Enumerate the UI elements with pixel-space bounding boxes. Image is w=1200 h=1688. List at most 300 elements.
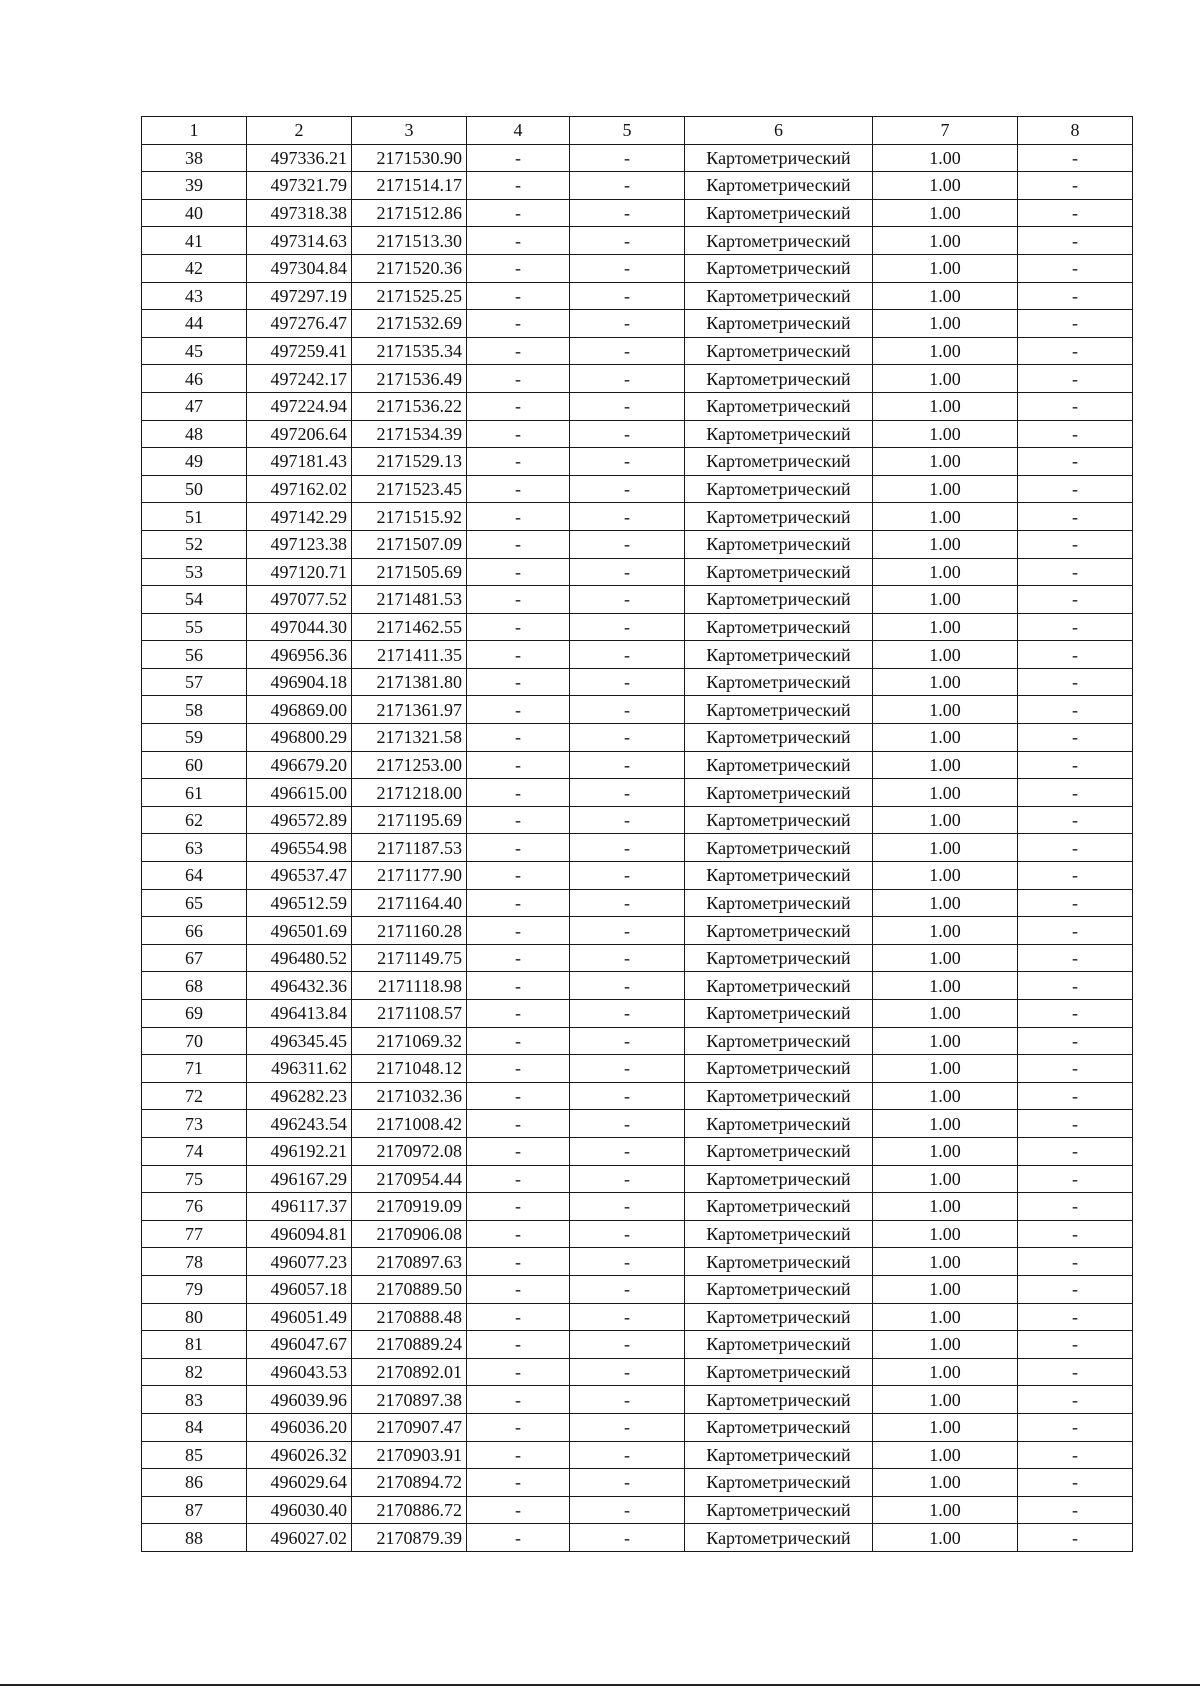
- point-number-cell: 82: [142, 1358, 247, 1386]
- accuracy-cell: 1.00: [873, 282, 1018, 310]
- col8-cell: -: [1018, 448, 1133, 476]
- table-row: [142, 779, 1133, 807]
- table-row: [142, 1165, 1133, 1193]
- method-cell: Картометрический: [685, 503, 873, 531]
- accuracy-cell: 1.00: [873, 448, 1018, 476]
- col4-cell: -: [467, 530, 570, 558]
- col4-cell: -: [467, 944, 570, 972]
- col4-cell: -: [467, 282, 570, 310]
- method-cell: Картометрический: [685, 779, 873, 807]
- table-row: [142, 282, 1133, 310]
- accuracy-cell: 1.00: [873, 1165, 1018, 1193]
- col4-cell: -: [467, 668, 570, 696]
- x-coordinate-cell: 496869.00: [247, 696, 352, 724]
- point-number-cell: 73: [142, 1110, 247, 1138]
- col4-cell: -: [467, 1055, 570, 1083]
- method-cell: Картометрический: [685, 1358, 873, 1386]
- x-coordinate-cell: 497206.64: [247, 420, 352, 448]
- y-coordinate-cell: 2171536.49: [352, 365, 467, 393]
- col8-cell: -: [1018, 310, 1133, 338]
- x-coordinate-cell: 496956.36: [247, 641, 352, 669]
- x-coordinate-cell: 496043.53: [247, 1358, 352, 1386]
- col5-cell: -: [570, 1110, 685, 1138]
- accuracy-cell: 1.00: [873, 503, 1018, 531]
- point-number-cell: 38: [142, 144, 247, 172]
- method-cell: Картометрический: [685, 337, 873, 365]
- table-row: [142, 1055, 1133, 1083]
- col5-cell: -: [570, 420, 685, 448]
- method-cell: Картометрический: [685, 310, 873, 338]
- col5-cell: -: [570, 972, 685, 1000]
- col5-cell: -: [570, 613, 685, 641]
- point-number-cell: 51: [142, 503, 247, 531]
- method-cell: Картометрический: [685, 199, 873, 227]
- col5-cell: -: [570, 751, 685, 779]
- col8-cell: -: [1018, 944, 1133, 972]
- table-row: [142, 1496, 1133, 1524]
- col5-cell: -: [570, 1386, 685, 1414]
- x-coordinate-cell: 496413.84: [247, 1000, 352, 1028]
- col4-cell: -: [467, 227, 570, 255]
- y-coordinate-cell: 2171118.98: [352, 972, 467, 1000]
- accuracy-cell: 1.00: [873, 310, 1018, 338]
- col4-cell: -: [467, 724, 570, 752]
- x-coordinate-cell: 496057.18: [247, 1275, 352, 1303]
- accuracy-cell: 1.00: [873, 475, 1018, 503]
- x-coordinate-cell: 496192.21: [247, 1137, 352, 1165]
- accuracy-cell: 1.00: [873, 1220, 1018, 1248]
- point-number-cell: 75: [142, 1165, 247, 1193]
- col4-cell: -: [467, 641, 570, 669]
- col4-cell: -: [467, 1413, 570, 1441]
- y-coordinate-cell: 2171505.69: [352, 558, 467, 586]
- col5-cell: -: [570, 1248, 685, 1276]
- x-coordinate-cell: 496554.98: [247, 834, 352, 862]
- col8-cell: -: [1018, 862, 1133, 890]
- point-number-cell: 61: [142, 779, 247, 807]
- x-coordinate-cell: 497336.21: [247, 144, 352, 172]
- method-cell: Картометрический: [685, 1000, 873, 1028]
- point-number-cell: 52: [142, 530, 247, 558]
- table-row: [142, 1220, 1133, 1248]
- col8-cell: -: [1018, 144, 1133, 172]
- point-number-cell: 50: [142, 475, 247, 503]
- table-row: [142, 668, 1133, 696]
- x-coordinate-cell: 496615.00: [247, 779, 352, 807]
- accuracy-cell: 1.00: [873, 724, 1018, 752]
- y-coordinate-cell: 2171411.35: [352, 641, 467, 669]
- col4-cell: -: [467, 779, 570, 807]
- col5-cell: -: [570, 834, 685, 862]
- method-cell: Картометрический: [685, 972, 873, 1000]
- point-number-cell: 76: [142, 1193, 247, 1221]
- method-cell: Картометрический: [685, 392, 873, 420]
- table-row: [142, 1000, 1133, 1028]
- col8-cell: -: [1018, 227, 1133, 255]
- col8-cell: -: [1018, 586, 1133, 614]
- accuracy-cell: 1.00: [873, 1275, 1018, 1303]
- x-coordinate-cell: 496029.64: [247, 1469, 352, 1497]
- table-row: [142, 944, 1133, 972]
- accuracy-cell: 1.00: [873, 917, 1018, 945]
- x-coordinate-cell: 496077.23: [247, 1248, 352, 1276]
- table-row: [142, 337, 1133, 365]
- table-row: [142, 475, 1133, 503]
- y-coordinate-cell: 2171525.25: [352, 282, 467, 310]
- accuracy-cell: 1.00: [873, 806, 1018, 834]
- x-coordinate-cell: 496167.29: [247, 1165, 352, 1193]
- col8-cell: -: [1018, 1303, 1133, 1331]
- x-coordinate-cell: 497077.52: [247, 586, 352, 614]
- col8-cell: -: [1018, 420, 1133, 448]
- table-row: [142, 530, 1133, 558]
- accuracy-cell: 1.00: [873, 172, 1018, 200]
- table-row: [142, 972, 1133, 1000]
- point-number-cell: 47: [142, 392, 247, 420]
- col5-cell: -: [570, 1441, 685, 1469]
- y-coordinate-cell: 2171008.42: [352, 1110, 467, 1138]
- y-coordinate-cell: 2170903.91: [352, 1441, 467, 1469]
- col4-cell: -: [467, 613, 570, 641]
- table-row: [142, 1193, 1133, 1221]
- col8-cell: -: [1018, 392, 1133, 420]
- x-coordinate-cell: 496243.54: [247, 1110, 352, 1138]
- y-coordinate-cell: 2171529.13: [352, 448, 467, 476]
- method-cell: Картометрический: [685, 1193, 873, 1221]
- col5-cell: -: [570, 558, 685, 586]
- x-coordinate-cell: 496432.36: [247, 972, 352, 1000]
- col8-cell: -: [1018, 1496, 1133, 1524]
- y-coordinate-cell: 2171164.40: [352, 889, 467, 917]
- col8-cell: -: [1018, 1165, 1133, 1193]
- x-coordinate-cell: 496039.96: [247, 1386, 352, 1414]
- col8-cell: -: [1018, 1331, 1133, 1359]
- col8-cell: -: [1018, 696, 1133, 724]
- table-row: [142, 586, 1133, 614]
- col8-cell: -: [1018, 1027, 1133, 1055]
- col8-cell: -: [1018, 475, 1133, 503]
- x-coordinate-cell: 496537.47: [247, 862, 352, 890]
- point-number-cell: 40: [142, 199, 247, 227]
- col5-cell: -: [570, 1165, 685, 1193]
- method-cell: Картометрический: [685, 1082, 873, 1110]
- col8-cell: -: [1018, 751, 1133, 779]
- table-body: [142, 144, 1133, 1551]
- accuracy-cell: 1.00: [873, 1441, 1018, 1469]
- table-row: [142, 862, 1133, 890]
- col8-cell: -: [1018, 972, 1133, 1000]
- col8-cell: -: [1018, 1524, 1133, 1552]
- method-cell: Картометрический: [685, 448, 873, 476]
- table-row: [142, 1275, 1133, 1303]
- accuracy-cell: 1.00: [873, 944, 1018, 972]
- col8-cell: -: [1018, 254, 1133, 282]
- accuracy-cell: 1.00: [873, 337, 1018, 365]
- col8-cell: -: [1018, 282, 1133, 310]
- x-coordinate-cell: 496512.59: [247, 889, 352, 917]
- col4-cell: -: [467, 1331, 570, 1359]
- method-cell: Картометрический: [685, 1496, 873, 1524]
- col8-cell: -: [1018, 889, 1133, 917]
- y-coordinate-cell: 2171481.53: [352, 586, 467, 614]
- col8-cell: -: [1018, 1055, 1133, 1083]
- y-coordinate-cell: 2171253.00: [352, 751, 467, 779]
- header-cell: 2: [247, 117, 352, 145]
- method-cell: Картометрический: [685, 1110, 873, 1138]
- col5-cell: -: [570, 254, 685, 282]
- accuracy-cell: 1.00: [873, 668, 1018, 696]
- y-coordinate-cell: 2171108.57: [352, 1000, 467, 1028]
- accuracy-cell: 1.00: [873, 972, 1018, 1000]
- accuracy-cell: 1.00: [873, 1331, 1018, 1359]
- point-number-cell: 55: [142, 613, 247, 641]
- accuracy-cell: 1.00: [873, 1000, 1018, 1028]
- method-cell: Картометрический: [685, 1331, 873, 1359]
- x-coordinate-cell: 496117.37: [247, 1193, 352, 1221]
- col4-cell: -: [467, 1386, 570, 1414]
- col5-cell: -: [570, 1082, 685, 1110]
- table-row: [142, 834, 1133, 862]
- point-number-cell: 78: [142, 1248, 247, 1276]
- table-row: [142, 392, 1133, 420]
- y-coordinate-cell: 2171321.58: [352, 724, 467, 752]
- method-cell: Картометрический: [685, 668, 873, 696]
- col5-cell: -: [570, 475, 685, 503]
- point-number-cell: 84: [142, 1413, 247, 1441]
- table-row: [142, 806, 1133, 834]
- table-row: [142, 254, 1133, 282]
- method-cell: Картометрический: [685, 862, 873, 890]
- x-coordinate-cell: 497318.38: [247, 199, 352, 227]
- col5-cell: -: [570, 365, 685, 393]
- method-cell: Картометрический: [685, 944, 873, 972]
- y-coordinate-cell: 2170907.47: [352, 1413, 467, 1441]
- point-number-cell: 88: [142, 1524, 247, 1552]
- col5-cell: -: [570, 1027, 685, 1055]
- y-coordinate-cell: 2170886.72: [352, 1496, 467, 1524]
- point-number-cell: 48: [142, 420, 247, 448]
- x-coordinate-cell: 496030.40: [247, 1496, 352, 1524]
- method-cell: Картометрический: [685, 172, 873, 200]
- col4-cell: -: [467, 862, 570, 890]
- accuracy-cell: 1.00: [873, 1524, 1018, 1552]
- x-coordinate-cell: 497314.63: [247, 227, 352, 255]
- col8-cell: -: [1018, 1441, 1133, 1469]
- x-coordinate-cell: 496345.45: [247, 1027, 352, 1055]
- y-coordinate-cell: 2171532.69: [352, 310, 467, 338]
- col5-cell: -: [570, 862, 685, 890]
- method-cell: Картометрический: [685, 254, 873, 282]
- table-row: [142, 1413, 1133, 1441]
- table-row: [142, 172, 1133, 200]
- col8-cell: -: [1018, 1469, 1133, 1497]
- method-cell: Картометрический: [685, 917, 873, 945]
- accuracy-cell: 1.00: [873, 586, 1018, 614]
- col5-cell: -: [570, 144, 685, 172]
- col4-cell: -: [467, 972, 570, 1000]
- point-number-cell: 39: [142, 172, 247, 200]
- table-row: [142, 144, 1133, 172]
- col4-cell: -: [467, 365, 570, 393]
- col4-cell: -: [467, 1248, 570, 1276]
- point-number-cell: 63: [142, 834, 247, 862]
- table-row: [142, 889, 1133, 917]
- method-cell: Картометрический: [685, 696, 873, 724]
- method-cell: Картометрический: [685, 1055, 873, 1083]
- col4-cell: -: [467, 558, 570, 586]
- y-coordinate-cell: 2170892.01: [352, 1358, 467, 1386]
- col4-cell: -: [467, 1524, 570, 1552]
- x-coordinate-cell: 496904.18: [247, 668, 352, 696]
- x-coordinate-cell: 496051.49: [247, 1303, 352, 1331]
- y-coordinate-cell: 2171462.55: [352, 613, 467, 641]
- col4-cell: -: [467, 1137, 570, 1165]
- y-coordinate-cell: 2171512.86: [352, 199, 467, 227]
- y-coordinate-cell: 2171507.09: [352, 530, 467, 558]
- col4-cell: -: [467, 1082, 570, 1110]
- point-number-cell: 80: [142, 1303, 247, 1331]
- col4-cell: -: [467, 448, 570, 476]
- y-coordinate-cell: 2171534.39: [352, 420, 467, 448]
- accuracy-cell: 1.00: [873, 227, 1018, 255]
- table-row: [142, 641, 1133, 669]
- y-coordinate-cell: 2170897.38: [352, 1386, 467, 1414]
- col4-cell: -: [467, 889, 570, 917]
- table-row: [142, 1524, 1133, 1552]
- point-number-cell: 41: [142, 227, 247, 255]
- point-number-cell: 46: [142, 365, 247, 393]
- x-coordinate-cell: 496572.89: [247, 806, 352, 834]
- x-coordinate-cell: 497181.43: [247, 448, 352, 476]
- col4-cell: -: [467, 1000, 570, 1028]
- col4-cell: -: [467, 1110, 570, 1138]
- table-row: [142, 227, 1133, 255]
- table-row: [142, 917, 1133, 945]
- x-coordinate-cell: 497162.02: [247, 475, 352, 503]
- y-coordinate-cell: 2171195.69: [352, 806, 467, 834]
- col4-cell: -: [467, 834, 570, 862]
- accuracy-cell: 1.00: [873, 254, 1018, 282]
- x-coordinate-cell: 497297.19: [247, 282, 352, 310]
- point-number-cell: 67: [142, 944, 247, 972]
- y-coordinate-cell: 2170919.09: [352, 1193, 467, 1221]
- col5-cell: -: [570, 1524, 685, 1552]
- y-coordinate-cell: 2171048.12: [352, 1055, 467, 1083]
- y-coordinate-cell: 2171536.22: [352, 392, 467, 420]
- col5-cell: -: [570, 1137, 685, 1165]
- point-number-cell: 69: [142, 1000, 247, 1028]
- col5-cell: -: [570, 1303, 685, 1331]
- col5-cell: -: [570, 1193, 685, 1221]
- table-row: [142, 1248, 1133, 1276]
- table-row: [142, 503, 1133, 531]
- accuracy-cell: 1.00: [873, 365, 1018, 393]
- point-number-cell: 54: [142, 586, 247, 614]
- y-coordinate-cell: 2171069.32: [352, 1027, 467, 1055]
- point-number-cell: 81: [142, 1331, 247, 1359]
- x-coordinate-cell: 496480.52: [247, 944, 352, 972]
- method-cell: Картометрический: [685, 365, 873, 393]
- table-row: [142, 310, 1133, 338]
- table-row: [142, 696, 1133, 724]
- y-coordinate-cell: 2171032.36: [352, 1082, 467, 1110]
- point-number-cell: 71: [142, 1055, 247, 1083]
- col5-cell: -: [570, 668, 685, 696]
- x-coordinate-cell: 496026.32: [247, 1441, 352, 1469]
- col8-cell: -: [1018, 530, 1133, 558]
- header-cell: 8: [1018, 117, 1133, 145]
- col5-cell: -: [570, 199, 685, 227]
- method-cell: Картометрический: [685, 1303, 873, 1331]
- x-coordinate-cell: 496027.02: [247, 1524, 352, 1552]
- col8-cell: -: [1018, 917, 1133, 945]
- accuracy-cell: 1.00: [873, 1055, 1018, 1083]
- col5-cell: -: [570, 282, 685, 310]
- method-cell: Картометрический: [685, 1441, 873, 1469]
- y-coordinate-cell: 2170897.63: [352, 1248, 467, 1276]
- point-number-cell: 72: [142, 1082, 247, 1110]
- col5-cell: -: [570, 779, 685, 807]
- y-coordinate-cell: 2171218.00: [352, 779, 467, 807]
- point-number-cell: 57: [142, 668, 247, 696]
- x-coordinate-cell: 496282.23: [247, 1082, 352, 1110]
- accuracy-cell: 1.00: [873, 751, 1018, 779]
- accuracy-cell: 1.00: [873, 1248, 1018, 1276]
- col5-cell: -: [570, 806, 685, 834]
- table-row: [142, 1441, 1133, 1469]
- col4-cell: -: [467, 144, 570, 172]
- accuracy-cell: 1.00: [873, 420, 1018, 448]
- point-number-cell: 64: [142, 862, 247, 890]
- point-number-cell: 60: [142, 751, 247, 779]
- point-number-cell: 68: [142, 972, 247, 1000]
- y-coordinate-cell: 2171160.28: [352, 917, 467, 945]
- method-cell: Картометрический: [685, 420, 873, 448]
- accuracy-cell: 1.00: [873, 641, 1018, 669]
- y-coordinate-cell: 2171520.36: [352, 254, 467, 282]
- col8-cell: -: [1018, 834, 1133, 862]
- col5-cell: -: [570, 889, 685, 917]
- col8-cell: -: [1018, 641, 1133, 669]
- col5-cell: -: [570, 227, 685, 255]
- col8-cell: -: [1018, 1386, 1133, 1414]
- accuracy-cell: 1.00: [873, 1193, 1018, 1221]
- col4-cell: -: [467, 1496, 570, 1524]
- table-row: [142, 1110, 1133, 1138]
- col4-cell: -: [467, 254, 570, 282]
- coordinates-table-container: [141, 116, 1132, 1552]
- point-number-cell: 74: [142, 1137, 247, 1165]
- accuracy-cell: 1.00: [873, 613, 1018, 641]
- point-number-cell: 59: [142, 724, 247, 752]
- point-number-cell: 62: [142, 806, 247, 834]
- table-row: [142, 1027, 1133, 1055]
- y-coordinate-cell: 2171513.30: [352, 227, 467, 255]
- x-coordinate-cell: 497142.29: [247, 503, 352, 531]
- header-cell: 7: [873, 117, 1018, 145]
- accuracy-cell: 1.00: [873, 199, 1018, 227]
- method-cell: Картометрический: [685, 1413, 873, 1441]
- y-coordinate-cell: 2170954.44: [352, 1165, 467, 1193]
- table-row: [142, 1469, 1133, 1497]
- col8-cell: -: [1018, 337, 1133, 365]
- col8-cell: -: [1018, 1275, 1133, 1303]
- col4-cell: -: [467, 199, 570, 227]
- col4-cell: -: [467, 503, 570, 531]
- col5-cell: -: [570, 696, 685, 724]
- x-coordinate-cell: 497120.71: [247, 558, 352, 586]
- y-coordinate-cell: 2171515.92: [352, 503, 467, 531]
